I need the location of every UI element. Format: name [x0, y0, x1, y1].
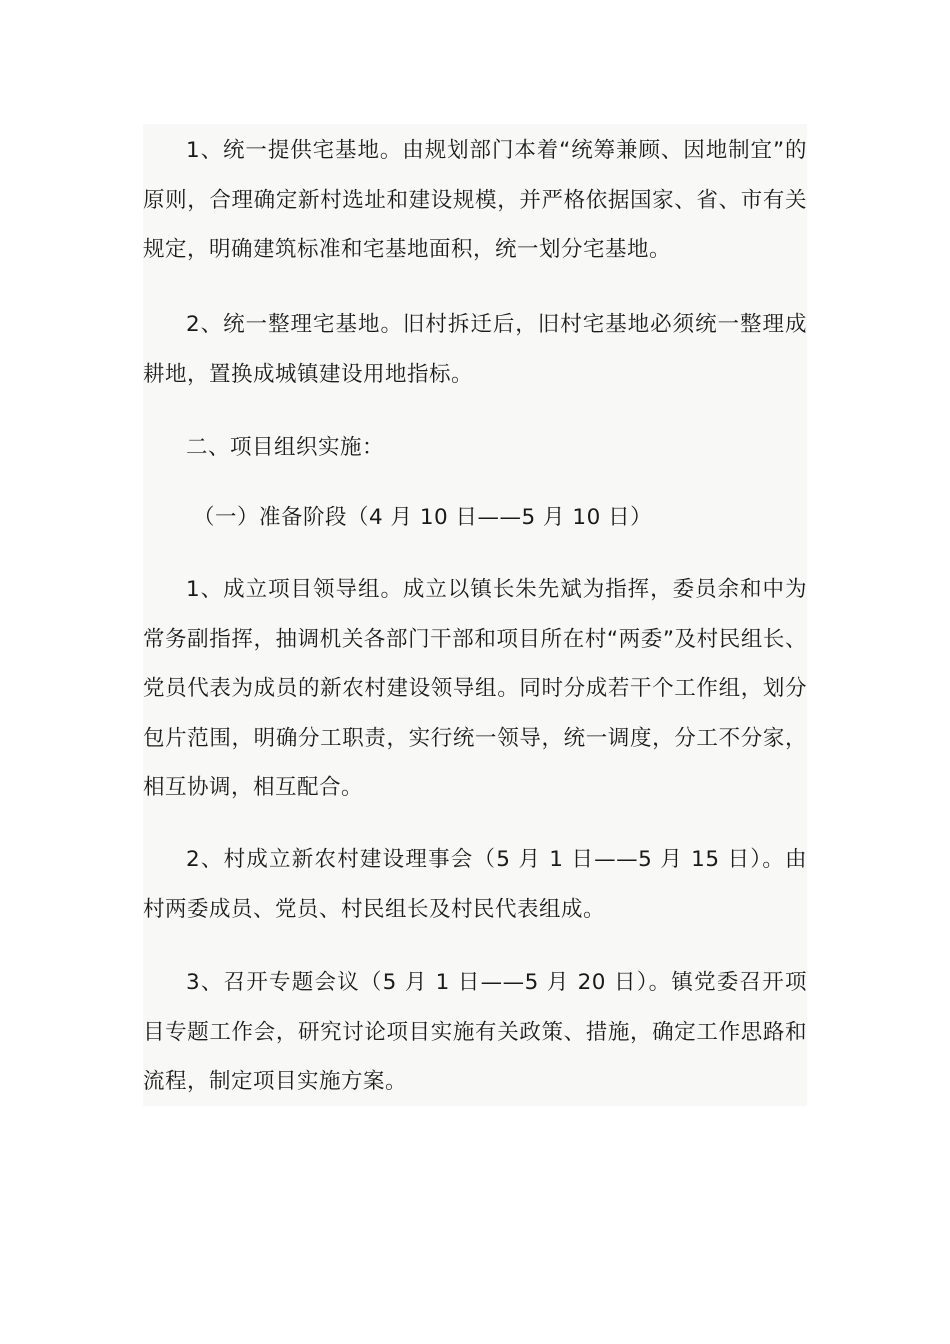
paragraph-leadership-group: 1、成立项目领导组。成立以镇长朱先斌为指挥，委员余和中为常务副指挥，抽调机关各部门干部和项目所在村“两委”及村民组长、党员代表为成员的新农村建设领导组。同时分成若干个工作组，划分包片范围，明确分工职责，实行统一领导，统一调度，分工不分家，相互协调，相互配合。 — [143, 577, 807, 800]
document-body — [143, 124, 807, 1106]
paragraph-unified-homestead-provision: 1、统一提供宅基地。由规划部门本着“统筹兼顾、因地制宜”的原则，合理确定新村选址和建设规模，并严格依据国家、省、市有关规定，明确建筑标准和宅基地面积，统一划分宅基地。 — [143, 138, 807, 262]
subsection-heading-preparation-stage: （一）准备阶段（4 月 10 日——5 月 10 日） — [193, 505, 653, 530]
section-heading-project-implementation: 二、项目组织实施： — [186, 435, 385, 460]
paragraph-village-council: 2、村成立新农村建设理事会（5 月 1 日——5 月 15 日）。由村两委成员、党员、村民组长及村民代表组成。 — [143, 847, 807, 922]
paragraph-special-meeting: 3、召开专题会议（5 月 1 日——5 月 20 日）。镇党委召开项目专题工作会，研究讨论项目实施有关政策、措施，确定工作思路和流程，制定项目实施方案。 — [143, 970, 807, 1094]
paragraph-unified-homestead-consolidation: 2、统一整理宅基地。旧村拆迁后，旧村宅基地必须统一整理成耕地，置换成城镇建设用地指标。 — [143, 312, 807, 387]
